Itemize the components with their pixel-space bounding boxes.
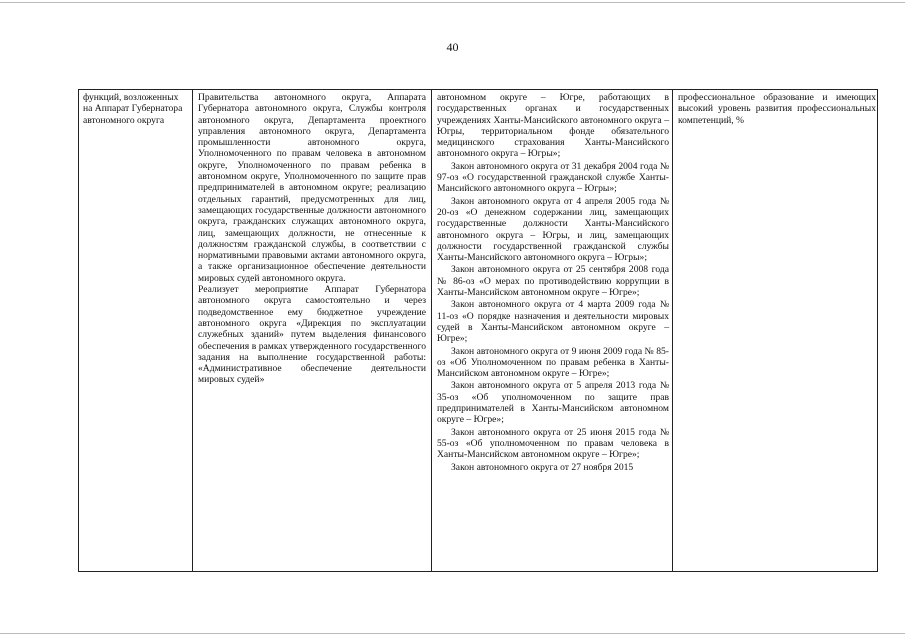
scan-top-edge (0, 2, 905, 3)
law-paragraph: Закон автономного округа от 25 сентября 2008 года № 86-оз «О мерах по противодействию коррупции в Ханты-Мансийском автономном округе – Югре»; (437, 264, 669, 299)
table-cell-function (83, 92, 189, 126)
law-paragraph: автономном округе – Югре, работающих в государственных органах и государственных учреждениях Ханты-Мансийского автономного округа – Югры, территориальном фонде обязательного медицинского страхования Ханты-Мансийского автономного округа – Югры»; (437, 92, 669, 160)
cell-text: функций, возложенных на Аппарат Губернатора автономного округа (83, 92, 183, 126)
law-paragraph: Закон автономного округа от 31 декабря 2004 года № 97-оз «О государственной гражданской службе Ханты-Мансийского автономного округа – Югры»; (437, 160, 669, 195)
law-paragraph: Закон автономного округа от 5 апреля 2013 года № 35-оз «Об уполномоченном по защите прав предпринимателей в Ханты-Мансийском автономном округе – Югре»; (437, 380, 669, 426)
cell-text: профессиональное образование и имеющих высокий уровень развития профессиональных компетенций, % (678, 92, 876, 126)
page-number: 40 (446, 40, 459, 54)
law-paragraph: Закон автономного округа от 4 марта 2009 года № 11-оз «О порядке назначения и деятельности мировых судей в Ханты-Мансийском автономном округе – Югре»; (437, 299, 669, 345)
table-cell-indicator (678, 92, 876, 126)
scan-bottom-edge (0, 633, 905, 634)
column-divider (431, 90, 432, 571)
column-divider (192, 90, 193, 571)
column-divider (672, 90, 673, 571)
law-paragraph: Закон автономного округа от 25 июня 2015 года № 55-оз «Об уполномоченном по правам человека в Ханты-Мансийском автономном округе – Югре»; (437, 426, 669, 461)
table-cell-legal-basis (437, 92, 669, 473)
law-paragraph: Закон автономного округа от 27 ноября 2015 (451, 461, 634, 473)
law-paragraph: Закон автономного округа от 4 апреля 2005 года № 20-оз «О денежном содержании лиц, замещающих государственные должности Ханты-Мансийского автономного округа – Югры, и лиц, замещающих должности государственной гражданской службы Ханты-Мансийского автономного округа – Югры»; (437, 195, 669, 264)
cell-paragraph: Правительства автономного округа, Аппарата Губернатора автономного округа, Службы контроля автономного округа, Департамента проектного управления автономного округа, Департамента промышленности автономного округа, Уполномоченного по правам человека в автономном округе, Уполномоченного по правам ребенка в автономном округе, Уполномоченного по защите прав предпринимателей в автономном округе; реализацию отдельных гарантий, предусмотренных для лиц, замещающих государственные должности автономного округа, гражданских служащих автономного округа, лиц, замещающих должности, не отнесенные к должностям гражданской службы, в соответствии с нормативными правовыми актами автономного округа, а также организационное обеспечение деятельности мировых судей автономного округа. (198, 92, 426, 284)
content-table (78, 89, 878, 572)
law-paragraph: Закон автономного округа от 9 июня 2009 года № 85-оз «Об Уполномоченном по правам ребенка в Ханты-Мансийском автономном округе – Югре»; (437, 345, 669, 380)
table-cell-implementation (198, 92, 426, 386)
cell-paragraph: Реализует мероприятие Аппарат Губернатора автономного округа самостоятельно и через подведомственное ему бюджетное учреждение автономного округа «Дирекция по эксплуатации служебных зданий» путем выделения финансового обеспечения в рамках утвержденного государственного задания на выполнение государственной работы: «Административное обеспечение деятельности мировых судей» (198, 284, 426, 386)
